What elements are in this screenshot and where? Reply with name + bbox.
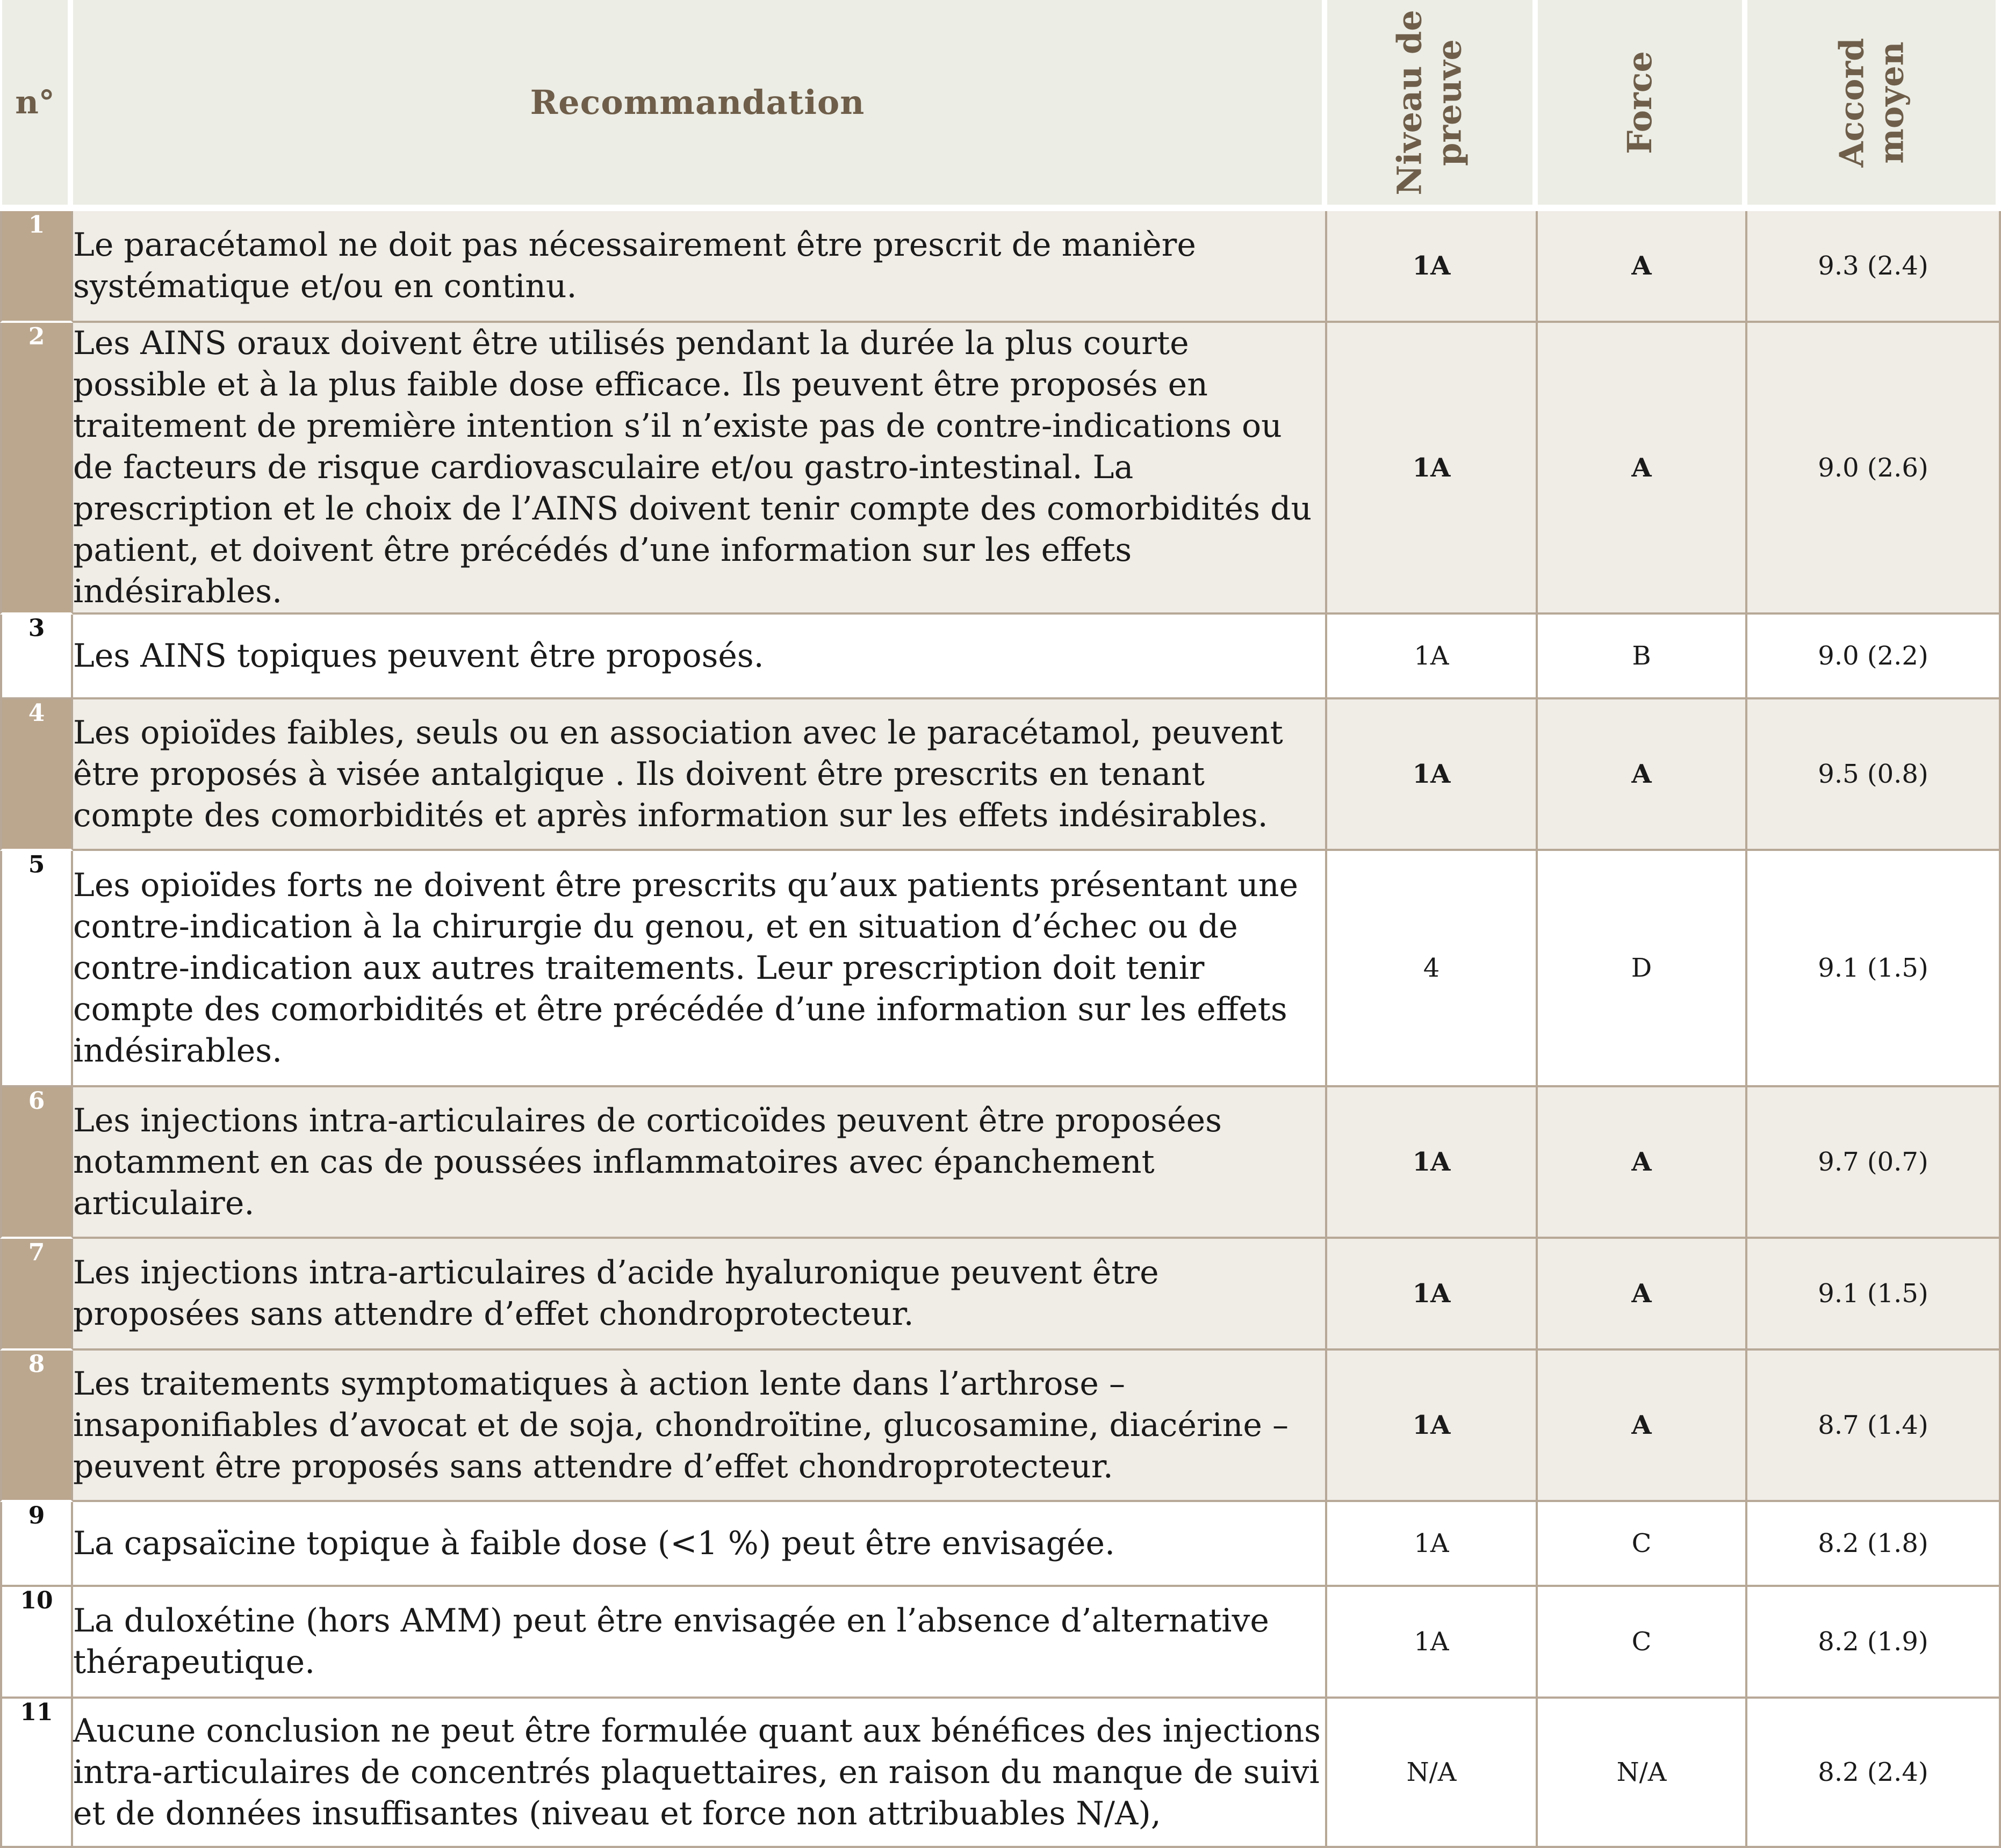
header-row [0, 0, 2001, 211]
row-level: 1A [1327, 1087, 1538, 1239]
row-number: 8 [0, 1351, 73, 1502]
row-level: 1A [1327, 1587, 1538, 1699]
row-level: 4 [1327, 851, 1538, 1087]
row-recommendation: Les AINS oraux doivent être utilisés pendant la durée la plus courte possible et à la plus faible dose efficace. Ils peuvent être proposés en traitement de première intention s’il n’existe pas de contre-indications ou de facteurs de risque cardiovasculaire et/ou gastro-intestinal. La prescription et le choix de l’AINS doivent tenir compte des comorbidités du patient, et doivent être précédés d’une information sur les effets indésirables. [73, 323, 1327, 615]
header-force [1538, 0, 1747, 211]
row-recommendation: Le paracétamol ne doit pas nécessairement être prescrit de manière systématique et/ou en continu. [73, 211, 1327, 323]
table-row [0, 1087, 2001, 1239]
header-agreement-line2: moyen [1871, 41, 1911, 164]
row-agreement: 9.3 (2.4) [1747, 211, 2001, 323]
header-force-label: Force [1620, 50, 1659, 154]
row-recommendation: Les opioïdes forts ne doivent être prescrits qu’aux patients présentant une contre-indication à la chirurgie du genou, et en situation d’échec ou de contre-indication aux autres traitements. Leur prescription doit tenir compte des comorbidités et être précédée d’une information sur les effets indésirables. [73, 851, 1327, 1087]
header-level-line1: Niveau de [1390, 9, 1429, 196]
row-number: 5 [0, 851, 73, 1087]
row-recommendation: La capsaïcine topique à faible dose (<1 %) peut être envisagée. [73, 1502, 1327, 1587]
header-level-of-evidence [1327, 0, 1538, 211]
table-row [0, 323, 2001, 615]
row-number: 6 [0, 1087, 73, 1239]
row-recommendation: Les traitements symptomatiques à action lente dans l’arthrose – insaponifiables d’avocat et de soja, chondroïtine, glucosamine, diacérine – peuvent être proposés sans attendre d’effet chondroprotecteur. [73, 1351, 1327, 1502]
row-recommendation: Les injections intra-articulaires de corticoïdes peuvent être proposées notamment en cas de poussées inflammatoires avec épanchement articulaire. [73, 1087, 1327, 1239]
row-agreement: 9.0 (2.2) [1747, 615, 2001, 699]
row-force: A [1538, 1087, 1747, 1239]
row-force: C [1538, 1587, 1747, 1699]
table-row [0, 1699, 2001, 1848]
row-number: 11 [0, 1699, 73, 1848]
header-recommendation: Recommandation [73, 0, 1327, 211]
header-level-line2: preuve [1430, 39, 1469, 166]
row-force: A [1538, 1351, 1747, 1502]
table-row [0, 615, 2001, 699]
table-row [0, 211, 2001, 323]
row-level: 1A [1327, 1239, 1538, 1351]
row-recommendation: Les AINS topiques peuvent être proposés. [73, 615, 1327, 699]
row-agreement: 9.0 (2.6) [1747, 323, 2001, 615]
header-agreement-line1: Accord [1831, 38, 1871, 167]
row-force: C [1538, 1502, 1747, 1587]
row-agreement: 9.1 (1.5) [1747, 1239, 2001, 1351]
row-recommendation: Les opioïdes faibles, seuls ou en association avec le paracétamol, peuvent être proposés à visée antalgique . Ils doivent être prescrits en tenant compte des comorbidités et après information sur les effets indésirables. [73, 699, 1327, 851]
row-number: 10 [0, 1587, 73, 1699]
row-force: A [1538, 1239, 1747, 1351]
table-row [0, 1502, 2001, 1587]
row-number: 7 [0, 1239, 73, 1351]
table-row [0, 699, 2001, 851]
row-recommendation: Aucune conclusion ne peut être formulée quant aux bénéfices des injections intra-articulaires de concentrés plaquettaires, en raison du manque de suivi et de données insuffisantes (niveau et force non attribuables N/A), [73, 1699, 1327, 1848]
row-force: A [1538, 699, 1747, 851]
row-agreement: 8.2 (1.8) [1747, 1502, 2001, 1587]
header-agreement [1747, 0, 2001, 211]
row-level: 1A [1327, 211, 1538, 323]
table-row [0, 851, 2001, 1087]
row-force: A [1538, 211, 1747, 323]
row-number: 2 [0, 323, 73, 615]
row-agreement: 8.2 (2.4) [1747, 1699, 2001, 1848]
row-agreement: 8.7 (1.4) [1747, 1351, 2001, 1502]
row-agreement: 9.7 (0.7) [1747, 1087, 2001, 1239]
row-level: 1A [1327, 1502, 1538, 1587]
row-level: N/A [1327, 1699, 1538, 1848]
row-recommendation: Les injections intra-articulaires d’acide hyaluronique peuvent être proposées sans attendre d’effet chondroprotecteur. [73, 1239, 1327, 1351]
row-agreement: 9.5 (0.8) [1747, 699, 2001, 851]
row-number: 9 [0, 1502, 73, 1587]
row-number: 3 [0, 615, 73, 699]
row-agreement: 8.2 (1.9) [1747, 1587, 2001, 1699]
row-force: D [1538, 851, 1747, 1087]
row-number: 4 [0, 699, 73, 851]
table-row [0, 1239, 2001, 1351]
row-number: 1 [0, 211, 73, 323]
row-force: B [1538, 615, 1747, 699]
row-force: A [1538, 323, 1747, 615]
table-row [0, 1351, 2001, 1502]
row-level: 1A [1327, 699, 1538, 851]
row-agreement: 9.1 (1.5) [1747, 851, 2001, 1087]
row-level: 1A [1327, 615, 1538, 699]
row-force: N/A [1538, 1699, 1747, 1848]
row-level: 1A [1327, 323, 1538, 615]
table-row [0, 1587, 2001, 1699]
row-level: 1A [1327, 1351, 1538, 1502]
header-number: n° [0, 0, 73, 211]
row-recommendation: La duloxétine (hors AMM) peut être envisagée en l’absence d’alternative thérapeutique. [73, 1587, 1327, 1699]
